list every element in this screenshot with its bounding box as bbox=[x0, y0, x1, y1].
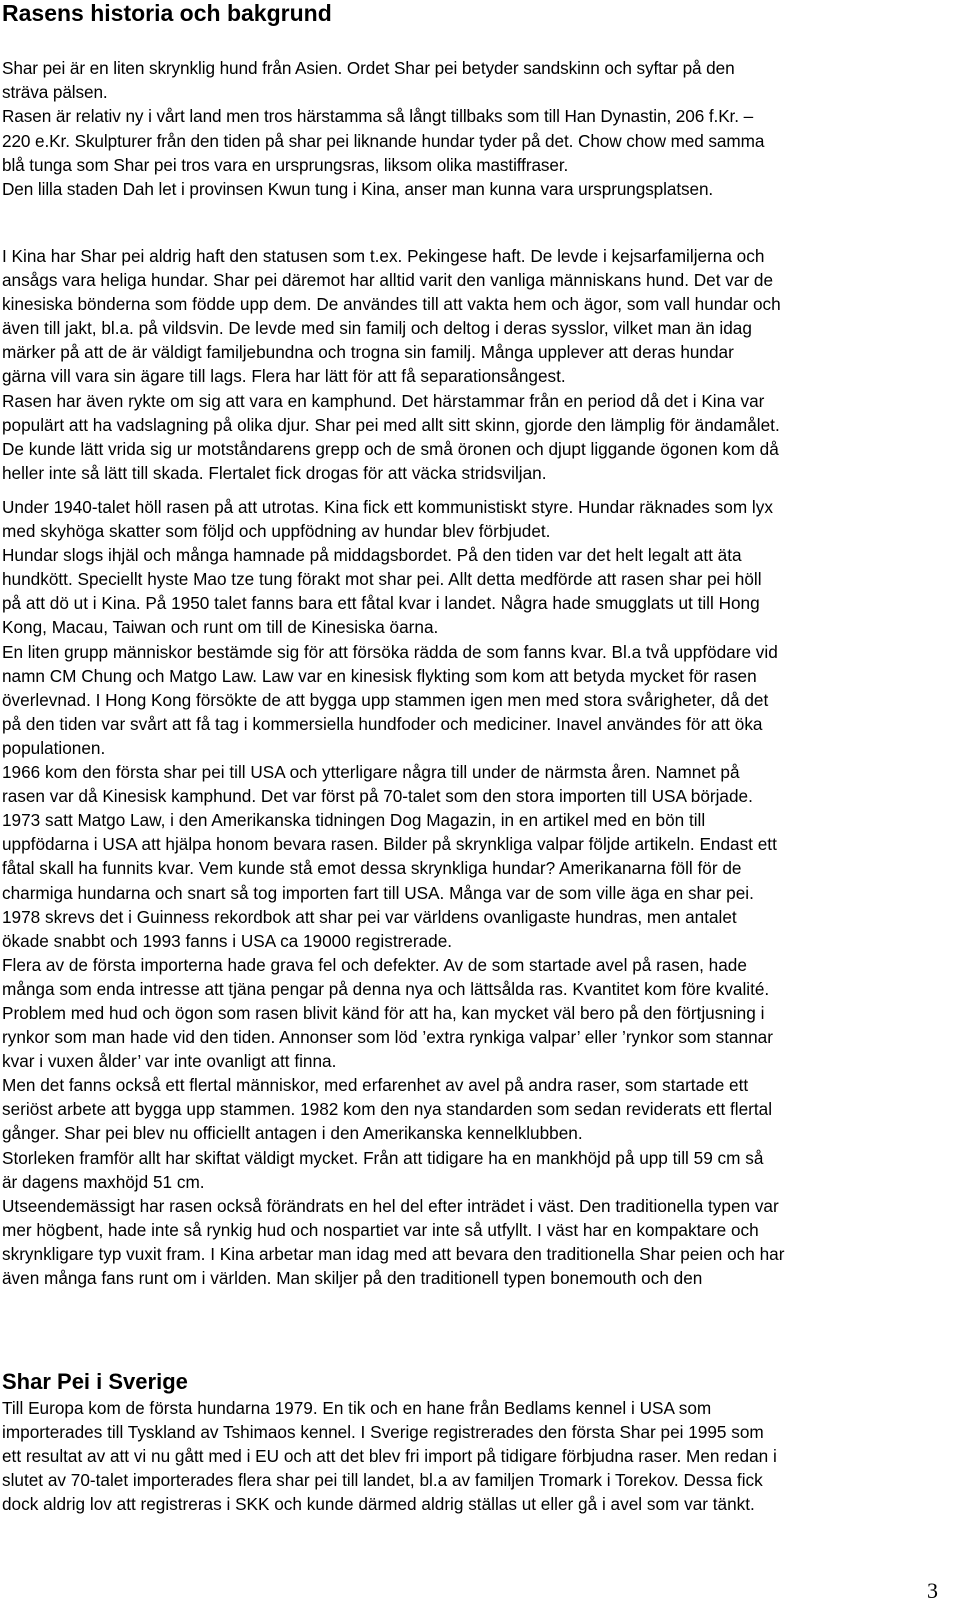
text-line: många som enda intresse att tjäna pengar på denna nya och lättsålda ras. Kvantitet kom före kvalité. bbox=[2, 978, 770, 999]
text-line: är dagens maxhöjd 51 cm. bbox=[2, 1171, 205, 1192]
page-number: 3 bbox=[927, 1578, 938, 1603]
text-line: namn CM Chung och Matgo Law. Law var en kinesisk flykting som kom att betyda mycket för rasen bbox=[2, 665, 757, 686]
text-line: importerades till Tyskland av Tshimaos kennel. I Sverige registrerades den första Shar pei 1995 som bbox=[2, 1422, 764, 1443]
text-line: gånger. Shar pei blev nu officiellt antagen i den Amerikanska kennelklubben. bbox=[2, 1123, 583, 1144]
text-line: även många fans runt om i världen. Man skiljer på den traditionell typen bonemouth och den bbox=[2, 1268, 703, 1288]
section-heading-sweden: Shar Pei i Sverige bbox=[2, 1369, 188, 1394]
text-line: på att dö ut i Kina. På 1950 talet fanns bara ett fåtal kvar i landet. Några hade smugglats ut till Hong bbox=[2, 593, 760, 614]
text-line: Rasen är relativ ny i vårt land men tros härstamma så långt tillbaks som till Han Dynastin, 206 f.Kr. – bbox=[2, 106, 754, 127]
text-line: Utseendemässigt har rasen också förändrats en hel del efter inträdet i väst. Den traditionella typen var bbox=[2, 1195, 779, 1216]
text-line: blå tunga som Shar pei tros vara en ursprungsras, liksom olika mastiffraser. bbox=[2, 154, 569, 175]
text-line: rasen var då Kinesisk kamphund. Det var först på 70-talet som den stora importen till USA började. bbox=[2, 786, 753, 807]
text-line: populärt att ha vadslagning på olika djur. Shar pei med allt sitt skinn, gjorde den lämplig för ändamålet. bbox=[2, 414, 780, 435]
text-line: kvar i vuxen ålder’ var inte ovanligt att finna. bbox=[2, 1051, 337, 1072]
text-line: populationen. bbox=[2, 737, 106, 758]
text-line: överlevnad. I Hong Kong försökte de att bygga upp stammen igen men med stora svårigheter, då det bbox=[2, 689, 769, 710]
text-line: Men det fanns också ett flertal människor, med erfarenhet av avel på andra raser, som startade ett bbox=[2, 1075, 749, 1096]
text-line: 1966 kom den första shar pei till USA och ytterligare några till under de närmsta åren. Namnet på bbox=[2, 762, 740, 783]
text-line: dock aldrig lov att registreras i SKK och kunde därmed aldrig ställas ut eller gå i avel som var tänkt. bbox=[2, 1494, 755, 1515]
text-line: uppfödarna i USA att hjälpa honom bevara rasen. Bilder på skrynkliga valpar följde artikeln. Endast ett bbox=[2, 834, 777, 855]
text-line: hundkött. Speciellt hyste Mao tze tung förakt mot shar pei. Allt detta medförde att rasen shar pei höll bbox=[2, 569, 762, 590]
text-line: Storleken framför allt har skiftat väldigt mycket. Från att tidigare ha en mankhöjd på upp till 59 cm så bbox=[2, 1147, 764, 1168]
text-line: ökade snabbt och 1993 fanns i USA ca 19000 registrerade. bbox=[2, 930, 453, 951]
text-line: slutet av 70-talet importerades flera shar pei till landet, bl.a av familjen Tromark i Torekov. Dessa fick bbox=[2, 1470, 763, 1491]
text-line: Under 1940-talet höll rasen på att utrotas. Kina fick ett kommunistiskt styre. Hundar räknades som lyx bbox=[2, 497, 773, 517]
text-line: på den tiden var svårt att få tag i kommersiella hundfoder och mediciner. Inavel användes för att öka bbox=[2, 713, 763, 734]
text-line: ansågs vara heliga hundar. Shar pei däremot har alltid varit den vanliga människans hund. Det var de bbox=[2, 270, 774, 291]
text-line: 220 e.Kr. Skulpturer från den tiden på shar pei liknande hundar tyder på det. Chow chow med samma bbox=[2, 130, 765, 151]
text-line: heller inte så lätt till skada. Flertalet fick drogas för att väcka stridsviljan. bbox=[2, 462, 547, 483]
text-line: gärna vill vara sin ägare till lags. Flera har lätt för att få separationsångest. bbox=[2, 366, 566, 387]
text-line: En liten grupp människor bestämde sig för att försöka rädda de som fanns kvar. Bl.a två uppfödare vid bbox=[2, 641, 778, 662]
text-line: Hundar slogs ihjäl och många hamnade på middagsbordet. På den tiden var det helt legalt att äta bbox=[2, 545, 742, 566]
text-line: charmiga hundarna och snart så tog importen fart till USA. Många var de som ville äga en shar pei. bbox=[2, 882, 754, 903]
section-heading-history: Rasens historia och bakgrund bbox=[2, 0, 332, 26]
text-line: Rasen har även rykte om sig att vara en kamphund. Det härstammar från en period då det i Kina var bbox=[2, 390, 765, 411]
paragraph-sweden bbox=[2, 1396, 937, 1516]
text-line: 1973 satt Matgo Law, i den Amerikanska tidningen Dog Magazin, in en artikel med en bön till bbox=[2, 810, 706, 831]
text-line: Problem med hud och ögon som rasen blivit känd för att ha, kan mycket väl bero på den förtjusning i bbox=[2, 1002, 765, 1023]
text-line: skrynkligare typ vuxit fram. I Kina arbetar man idag med att bevara den traditionella Shar peien och har bbox=[2, 1243, 785, 1264]
text-line: De kunde lätt vrida sig ur motståndarens grepp och de små öronen och djupt liggande ögonen kom då bbox=[2, 438, 779, 459]
text-line: Kong, Macau, Taiwan och runt om till de Kinesiska öarna. bbox=[2, 617, 439, 638]
text-line: med skyhöga skatter som följd och uppfödning av hundar blev förbjudet. bbox=[2, 521, 551, 542]
text-line: rynkor som man hade vid den tiden. Annonser som löd ’extra rynkiga valpar’ eller ’rynkor som stannar bbox=[2, 1027, 773, 1048]
text-line: Flera av de första importerna hade grava fel och defekter. Av de som startade avel på rasen, hade bbox=[2, 954, 747, 975]
paragraph-origin bbox=[2, 56, 937, 201]
text-line: 1978 skrevs det i Guinness rekordbok att shar pei var världens ovanligaste hundras, men antalet bbox=[2, 906, 737, 927]
text-line: I Kina har Shar pei aldrig haft den statusen som t.ex. Pekingese haft. De levde i kejsarfamiljerna och bbox=[2, 246, 765, 266]
paragraph-china-status bbox=[2, 244, 937, 485]
text-line: märker på att de är väldigt familjebundna och trogna sin familj. Många upplever att deras hundar bbox=[2, 342, 734, 363]
text-line: mer högbent, hade inte så rynkig hud och nospartiet var inte så utfyllt. I väst har en kompaktare och bbox=[2, 1219, 759, 1240]
text-line: kinesiska bönderna som födde upp dem. De användes till att vakta hem och ägor, som vall hundar och bbox=[2, 294, 781, 315]
text-line: Till Europa kom de första hundarna 1979. En tik och en hane från Bedlams kennel i USA som bbox=[2, 1398, 712, 1418]
text-line: Den lilla staden Dah let i provinsen Kwun tung i Kina, anser man kunna vara ursprungsplatsen. bbox=[2, 179, 714, 200]
text-line: ett resultat av att vi nu gått med i EU och att det blev fri import på tidigare förbjudna raser. Men redan i bbox=[2, 1446, 777, 1467]
text-line: sträva pälsen. bbox=[2, 82, 108, 103]
paragraph-modern-history bbox=[2, 495, 937, 1290]
text-line: Shar pei är en liten skrynklig hund från Asien. Ordet Shar pei betyder sandskinn och syftar på den bbox=[2, 58, 735, 78]
text-line: även till jakt, bl.a. på vildsvin. De levde med sin familj och deltog i deras sysslor, vilket man än idag bbox=[2, 318, 752, 339]
text-line: seriöst arbete att bygga upp stammen. 1982 kom den nya standarden som sedan reviderats ett flertal bbox=[2, 1099, 773, 1120]
text-line: fåtal skall ha funnits kvar. Vem kunde stå emot dessa skrynkliga hundar? Amerikanarna föll för de bbox=[2, 858, 742, 879]
